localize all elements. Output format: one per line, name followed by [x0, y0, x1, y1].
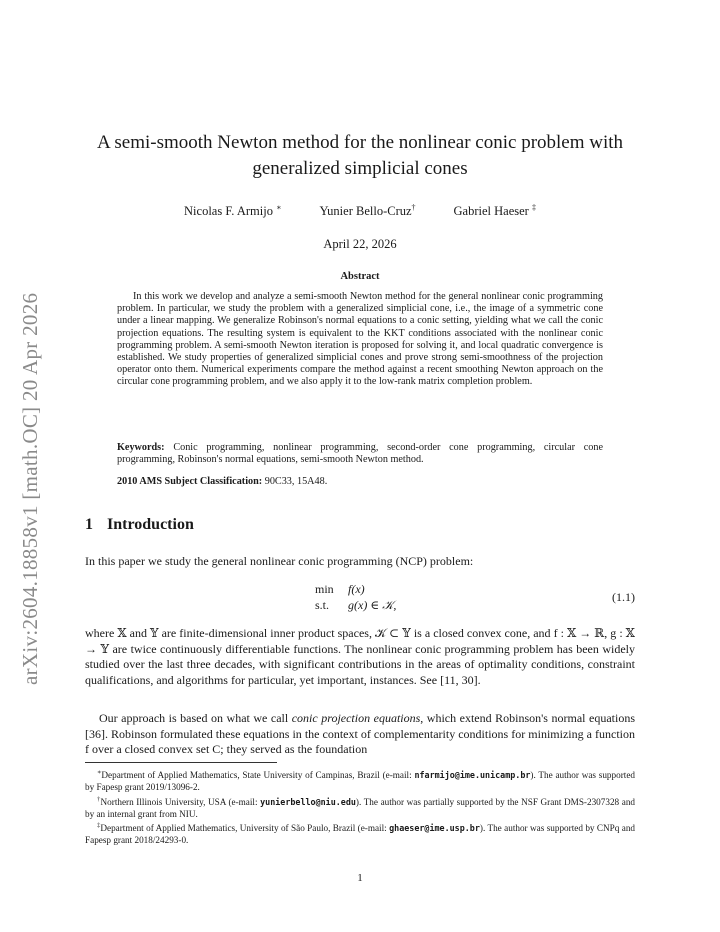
footnote-2: †Northern Illinois University, USA (e-mail: yunierbello@niu.edu). The author was partially supported by the NSF Grant DMS-2307328 and by an internal grant from NIU. — [85, 795, 636, 819]
section-heading: 1 Introduction — [85, 516, 194, 533]
keywords: Keywords: Conic programming, nonlinear programming, second-order cone programming, circular cone programming, Robinson's normal equations, semi-smooth Newton method. — [117, 442, 603, 466]
footnote-rule — [85, 762, 277, 763]
paragraph-3: Our approach is based on what we call conic projection equations, which extend Robinson's normal equations [36]. Robinson formulated these equations in the context of complementarity conditions for minimizing a function f over a closed convex set C; they served as the foundation — [85, 711, 635, 756]
email-link[interactable]: ghaeser@ime.usp.br — [389, 823, 480, 834]
abstract-text: In this work we develop and analyze a semi-smooth Newton method for the general nonlinear conic programming problem. In particular, we study the problem with a generalized simplicial cone, i.e., the image of a symmetric cone under a linear mapping. We generalize Robinson's normal equations to a conic setting, yielding what we call the conic projection equations. The resulting system is equivalent to the KKT conditions associated with the nonlinear conic programming problem. A semi-smooth Newton iteration is proposed for solving it, and local quadratic convergence is established. We study properties of generalized simplicial cones and prove strong semi-smoothness of the projection operator onto them. Numerical experiments compare the method against a recent smoothing Newton approach on the circular cone programming problem, and we also apply it to the low-rank matrix completion problem. — [117, 291, 603, 388]
footnote-3: ‡Department of Applied Mathematics, University of São Paulo, Brazil (e-mail: ghaeser@ime.usp.br). The author was supported by CNPq and Fapesp grant 2018/24293-0. — [85, 822, 636, 846]
footnote-1: ∗Department of Applied Mathematics, State University of Campinas, Brazil (e-mail: nfarmijo@ime.unicamp.br). The author was supported by Fapesp grant 2019/13096-2. — [85, 769, 635, 792]
author-list — [85, 203, 635, 219]
email-link[interactable]: yunierbello@niu.edu — [260, 796, 356, 807]
email-link[interactable]: nfarmijo@ime.unicamp.br — [414, 770, 531, 781]
page-number: 1 — [357, 872, 363, 884]
intro-sentence: In this paper we study the general nonlinear conic programming (NCP) problem: — [85, 554, 474, 568]
abstract-heading: Abstract — [340, 271, 380, 282]
paper-title: A semi-smooth Newton method for the nonlinear conic problem with generalized simplicial cones — [96, 132, 624, 179]
equation-1-1: min f(x) s.t. g(x) ∈ 𝒦, (1.1) — [315, 582, 635, 612]
author-1: Nicolas F. Armijo ∗ — [184, 203, 282, 219]
footnotes — [85, 767, 635, 847]
equation-label: (1.1) — [612, 590, 635, 604]
paper-date: April 22, 2026 — [323, 237, 397, 251]
author-3: Gabriel Haeser ‡ — [453, 203, 536, 219]
msc-classification: 2010 AMS Subject Classification: 90C33, 15A48. — [117, 476, 328, 487]
paragraph-2: where 𝕏 and 𝕐 are finite-dimensional inner product spaces, 𝒦 ⊂ 𝕐 is a closed convex cone, and f : 𝕏 → ℝ, g : 𝕏 → 𝕐 are twice continuously differentiable functions. The nonlinear conic programming problem has been widely studied over the last three decades, with significant contributions in the areas of optimality conditions, constraint qualifications, and algorithms for particular, yet important, instances. See [11, 30]. — [85, 626, 635, 687]
author-2: Yunier Bello-Cruz† — [319, 203, 416, 219]
arxiv-stamp: arXiv:2604.18858v1 [math.OC] 20 Apr 2026 — [18, 292, 42, 685]
